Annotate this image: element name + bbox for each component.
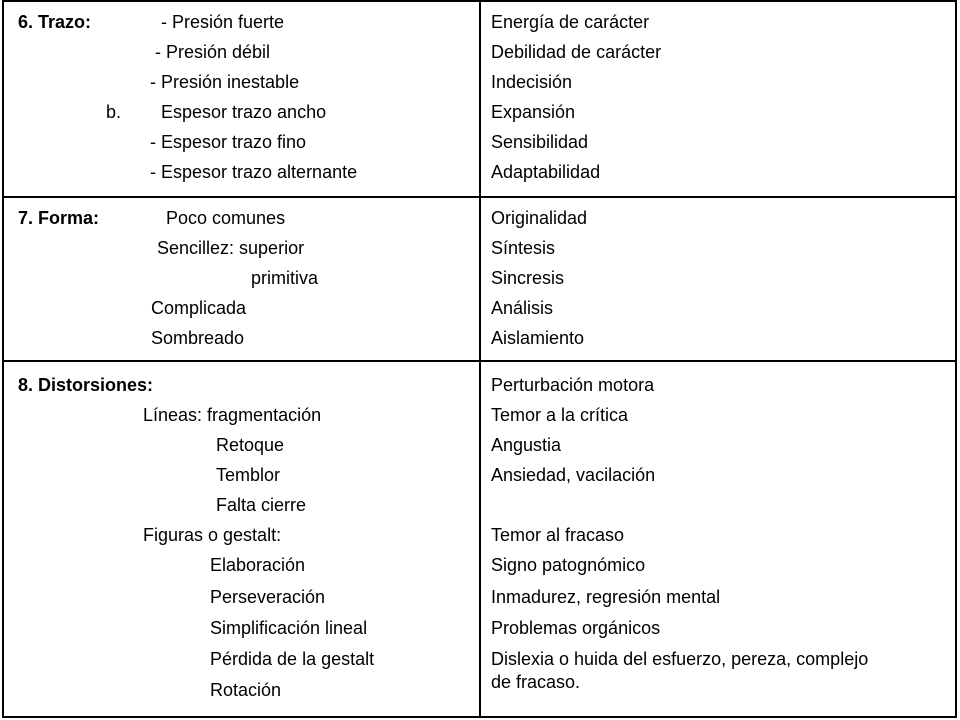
trait-label: Complicada [151, 298, 247, 318]
trait-label: - Presión débil [155, 42, 271, 62]
interpretation-text: Problemas orgánicos [491, 618, 661, 638]
trait-label: Rotación [210, 680, 282, 700]
trait-label: Poco comunes [166, 208, 286, 228]
trait-label: Sombreado [151, 328, 245, 348]
trait-label: Retoque [216, 435, 285, 455]
trait-label: primitiva [251, 268, 319, 288]
trait-label: Perseveración [210, 587, 326, 607]
interpretation-text: Debilidad de carácter [491, 42, 662, 62]
interpretation-text: Análisis [491, 298, 554, 318]
trait-label: - Presión inestable [150, 72, 300, 92]
trait-label: Sencillez: superior [157, 238, 305, 258]
interpretation-text: Energía de carácter [491, 12, 650, 32]
interpretation-text: Inmadurez, regresión mental [491, 587, 721, 607]
trait-label: Figuras o gestalt: [143, 525, 282, 545]
interpretation-text: Perturbación motora [491, 375, 655, 395]
trait-label: - Espesor trazo fino [150, 132, 307, 152]
interpretation-text: Signo patognómico [491, 555, 646, 575]
interpretation-text: Adaptabilidad [491, 162, 601, 182]
trait-label: - Presión fuerte [161, 12, 285, 32]
table-row-forma [4, 198, 955, 362]
trait-label: Líneas: fragmentación [143, 405, 322, 425]
interpretation-text: Temor al fracaso [491, 525, 625, 545]
interpretation-text: Aislamiento [491, 328, 585, 348]
trait-label: - Espesor trazo alternante [150, 162, 358, 182]
interpretation-text: Angustia [491, 435, 562, 455]
interpretation-text: Temor a la crítica [491, 405, 629, 425]
interpretation-text: Originalidad [491, 208, 588, 228]
table-row-distorsiones [4, 362, 955, 718]
interpretation-text: Expansión [491, 102, 576, 122]
column-divider [479, 362, 481, 718]
section-heading-trazo: 6. Trazo: [18, 12, 92, 32]
trait-label: Temblor [216, 465, 281, 485]
interpretation-text: Dislexia o huida del esfuerzo, pereza, complejo [491, 649, 869, 669]
section-heading-forma: 7. Forma: [18, 208, 100, 228]
trait-label: Espesor trazo ancho [161, 102, 327, 122]
interpretation-table [2, 0, 957, 718]
column-divider [479, 2, 481, 196]
subsection-marker: b. [106, 102, 122, 122]
trait-label: Falta cierre [216, 495, 307, 515]
table-row-trazo [4, 2, 955, 198]
interpretation-text: Ansiedad, vacilación [491, 465, 656, 485]
trait-label: Pérdida de la gestalt [210, 649, 375, 669]
interpretation-text: Sincresis [491, 268, 565, 288]
interpretation-text: Sensibilidad [491, 132, 589, 152]
column-divider [479, 198, 481, 360]
interpretation-text: de fracaso. [491, 672, 581, 692]
trait-label: Elaboración [210, 555, 306, 575]
trait-label: Simplificación lineal [210, 618, 368, 638]
section-heading-distorsiones: 8. Distorsiones: [18, 375, 154, 395]
interpretation-text: Indecisión [491, 72, 573, 92]
interpretation-text: Síntesis [491, 238, 556, 258]
